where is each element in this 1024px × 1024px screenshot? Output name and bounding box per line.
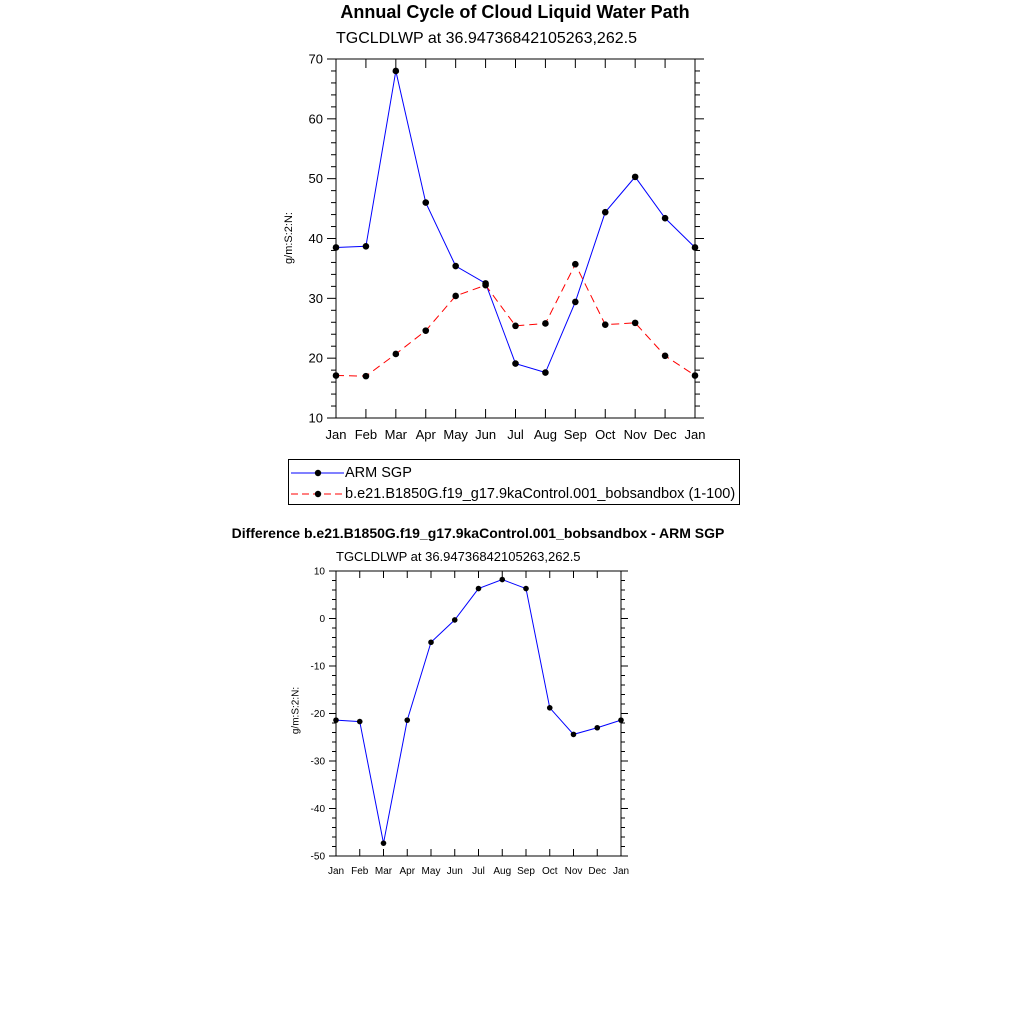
top-x-tick-label: Oct [595, 427, 616, 442]
top-series-1-point [602, 321, 609, 328]
legend-swatch-arm-sgp [291, 463, 347, 483]
top-series-0-point [632, 174, 639, 181]
bottom-x-tick-label: May [421, 866, 441, 877]
bottom-series-0-point [357, 719, 363, 725]
top-series-1-point [393, 351, 400, 358]
bottom-plot-frame [336, 571, 621, 856]
bottom-x-tick-label: Nov [564, 866, 583, 877]
top-x-tick-label: Apr [415, 427, 436, 442]
bottom-y-tick-label: -50 [310, 851, 325, 863]
bottom-y-tick-label: -40 [310, 804, 325, 815]
top-series-0-point [512, 360, 519, 367]
top-x-tick-label: Nov [623, 427, 647, 442]
top-x-tick-label: Dec [653, 427, 677, 442]
top-x-tick-label: Aug [533, 427, 557, 442]
top-y-tick-label: 10 [308, 410, 323, 426]
top-series-1-point [542, 320, 549, 327]
bottom-series-0-point [523, 586, 529, 592]
top-series-0-point [542, 369, 549, 376]
top-series-1-point [692, 372, 699, 379]
bottom-series-0-point [404, 717, 410, 723]
top-series-1-point [422, 327, 429, 334]
bottom-x-tick-label: Oct [541, 866, 558, 877]
bottom-series-0-point [476, 586, 482, 592]
top-series-0-point [422, 199, 429, 206]
top-x-tick-label: Jun [475, 427, 497, 442]
bottom-x-tick-label: Apr [399, 866, 416, 877]
top-x-tick-label: Mar [384, 427, 408, 442]
top-series-1-point [452, 293, 459, 300]
top-series-1-point [632, 320, 639, 327]
top-x-tick-label: Jan [325, 427, 347, 442]
bottom-y-tick-label: -20 [310, 709, 325, 720]
top-x-tick-label: May [443, 427, 468, 442]
legend-item-arm-sgp [289, 463, 739, 483]
legend [288, 459, 740, 505]
top-y-tick-label: 70 [308, 51, 323, 67]
top-series-0-point [452, 263, 459, 270]
top-series-1-point [482, 282, 489, 289]
bottom-x-tick-label: Jun [446, 866, 463, 877]
top-series-0-point [333, 244, 340, 251]
bottom-series-0-point [428, 639, 434, 645]
top-series-0-point [393, 68, 400, 75]
bottom-x-tick-label: Feb [351, 866, 369, 877]
top-x-tick-label: Jan [684, 427, 706, 442]
top-series-0-point [363, 243, 370, 250]
legend-item-model [289, 484, 739, 504]
top-x-tick-label: Sep [563, 427, 587, 442]
bottom-x-tick-label: Jul [472, 866, 485, 877]
top-series-1-point [662, 352, 669, 359]
top-y-tick-label: 40 [308, 231, 323, 247]
top-chart-ylabel: g/m:S:2:N: [283, 212, 295, 264]
bottom-x-tick-label: Sep [517, 866, 535, 877]
top-series-line-1 [336, 264, 695, 376]
bottom-series-0-point [571, 732, 577, 738]
bottom-series-0-point [618, 717, 624, 723]
bottom-chart-ylabel: g/m:S:2:N: [290, 686, 302, 735]
bottom-y-tick-label: -10 [310, 661, 325, 673]
bottom-series-0-point [594, 725, 600, 731]
top-x-tick-label: Jul [507, 427, 524, 442]
top-series-1-point [572, 261, 579, 268]
legend-label-model: b.e21.B1850G.f19_g17.9kaControl.001_bobsandbox (1-100) [345, 486, 736, 502]
top-series-1-point [333, 372, 340, 379]
top-series-0-point [572, 299, 579, 306]
top-chart-subtitle: TGCLDLWP at 36.94736842105263,262.5 [336, 30, 637, 47]
top-y-tick-label: 20 [308, 350, 323, 366]
bottom-series-0-point [381, 840, 387, 846]
bottom-series-line-0 [336, 580, 621, 844]
top-series-1-point [363, 373, 370, 380]
bottom-x-tick-label: Mar [374, 866, 393, 877]
top-chart-title: Annual Cycle of Cloud Liquid Water Path [340, 2, 690, 22]
legend-label-arm-sgp: ARM SGP [345, 465, 412, 481]
bottom-x-tick-label: Aug [493, 866, 512, 877]
bottom-series-0-point [547, 705, 553, 711]
bottom-y-tick-label: -30 [310, 756, 325, 768]
top-series-0-point [602, 209, 609, 216]
bottom-series-0-point [499, 577, 505, 583]
top-y-tick-label: 50 [308, 171, 323, 187]
bottom-series-0-point [452, 617, 458, 623]
bottom-x-tick-label: Dec [588, 866, 607, 877]
bottom-y-tick-label: 0 [319, 614, 325, 625]
top-series-0-point [692, 244, 699, 251]
top-x-tick-label: Feb [354, 427, 378, 442]
bottom-chart-subtitle: TGCLDLWP at 36.94736842105263,262.5 [336, 549, 581, 564]
bottom-x-tick-label: Jan [327, 866, 345, 877]
legend-swatch-model [291, 484, 347, 504]
bottom-y-tick-label: 10 [313, 566, 325, 578]
bottom-x-tick-label: Jan [612, 866, 630, 877]
top-y-tick-label: 30 [308, 290, 323, 306]
top-series-1-point [512, 323, 519, 330]
bottom-chart-title: Difference b.e21.B1850G.f19_g17.9kaControl.001_bobsandbox - ARM SGP [231, 525, 725, 541]
top-y-tick-label: 60 [308, 111, 323, 127]
top-series-0-point [662, 215, 669, 222]
bottom-series-0-point [333, 717, 339, 723]
